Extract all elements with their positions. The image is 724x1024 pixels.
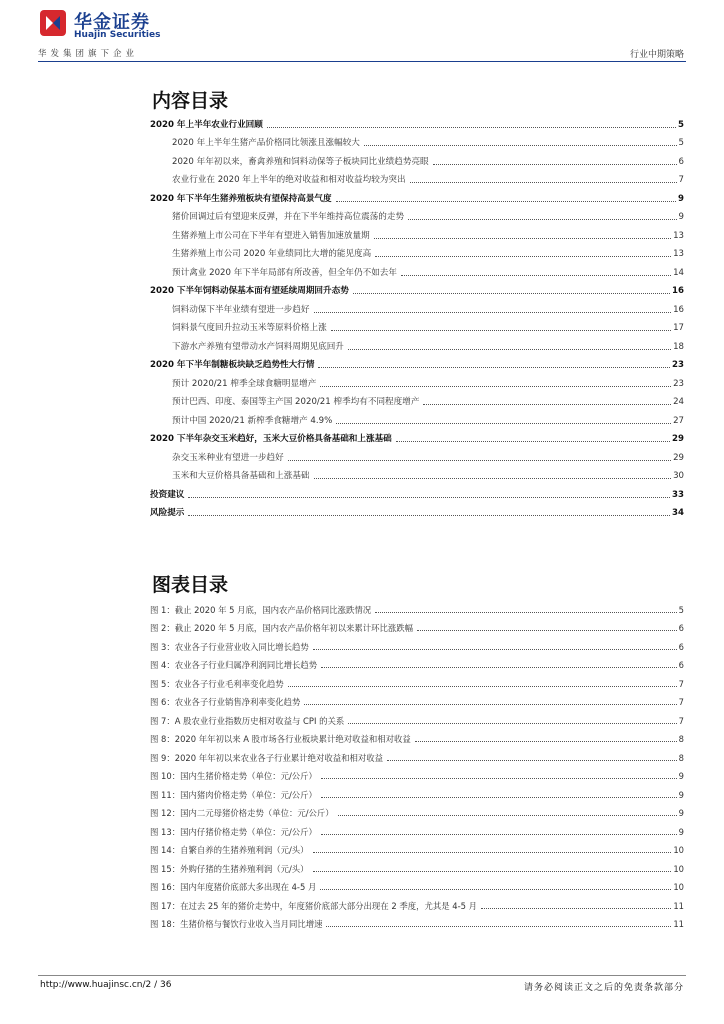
toc-entry[interactable] [150,223,684,242]
toc-entry-page: 13 [673,249,684,259]
figure-entry-label: 图 4：农业各子行业归属净利润同比增长趋势 [150,660,318,670]
figure-entry-page: 5 [678,604,684,615]
toc-list [150,112,684,519]
figure-entry-page: 9 [678,789,684,800]
dot-leader [423,404,671,405]
dot-leader [321,797,677,798]
logo-text-cn: 华金证券 [74,12,150,33]
dot-leader [348,349,671,350]
toc-entry-page: 18 [673,341,684,352]
toc-entry-page: 6 [678,156,684,167]
figure-entry-label: 图 16：国内年度猪价底部大多出现在 4-5 月 [150,882,317,892]
toc-entry-label: 生猪养殖上市公司在下半年有望进入销售加速放量期 [172,230,370,241]
dot-leader [387,760,677,761]
dot-leader [410,182,677,183]
figure-entry-page: 7 [678,697,684,707]
figure-entry-page: 11 [673,919,684,929]
footer-disclaimer: 请务必阅读正文之后的免责条款部分 [523,983,684,993]
figures-list [150,597,684,930]
toc-entry[interactable] [150,205,684,224]
figure-entry-page: 10 [673,882,684,892]
header-divider [38,61,686,62]
figure-entry-page: 8 [678,734,684,744]
dot-leader [321,667,677,668]
figure-entry-page: 6 [678,660,684,670]
figure-entry-label: 图 15：外购仔猪的生猪养殖利润（元/头） [150,863,309,874]
dot-leader [408,219,676,220]
figure-entry[interactable] [150,838,684,857]
figure-entry-label: 图 17：在过去 25 年的猪价走势中，年度猪价底部大部分出现在 2 季度，尤其是 4-5 月 [150,900,477,911]
figure-entry-label: 图 11：国内猪肉价格走势（单位：元/公斤） [150,789,317,800]
figure-entry[interactable] [150,745,684,764]
report-type: 行业中期策略 [629,50,684,60]
toc-entry-label: 农业行业在 2020 年上半年的绝对收益和相对收益均较为突出 [172,175,406,185]
dot-leader [374,238,671,239]
figure-entry-page: 9 [678,771,684,781]
figure-entry-page: 9 [678,808,684,818]
footer-url[interactable]: http://www.huajinsc.cn/2 / 36 [40,980,172,990]
figure-entry[interactable] [150,708,684,727]
toc-entry-page: 5 [678,119,684,130]
dot-leader [401,275,671,276]
toc-entry-page: 29 [672,434,684,444]
dot-leader [188,515,670,516]
dot-leader [375,612,677,613]
dot-leader [267,127,676,128]
figure-entry[interactable] [150,819,684,838]
figure-entry-page: 10 [673,863,684,874]
figure-entry[interactable] [150,727,684,746]
toc-entry-page: 5 [678,138,684,148]
figure-entry-label: 图 6：农业各子行业销售净利率变化趋势 [150,697,301,707]
dot-leader [320,386,671,387]
toc-entry-label: 投资建议 [150,489,185,500]
figure-entry-label: 图 13：国内仔猪价格走势（单位：元/公斤） [150,826,317,837]
toc-entry-label: 饲料景气度回升拉动玉米等原料价格上涨 [172,323,327,333]
toc-entry[interactable] [150,501,684,520]
figure-entry-page: 8 [678,752,684,763]
dot-leader [288,686,677,687]
toc-entry-label: 2020 下半年杂交玉米趋好，玉米大豆价格具备基础和上涨基础 [150,434,392,444]
toc-entry[interactable] [150,427,684,446]
figure-entry-label: 图 12：国内二元母猪价格走势（单位：元/公斤） [150,808,334,818]
figure-entry[interactable] [150,801,684,820]
figure-entry-label: 图 3：农业各子行业营业收入同比增长趋势 [150,641,309,652]
toc-entry-label: 2020 年下半年制糖板块缺乏趋势性大行情 [150,360,315,370]
toc-entry-page: 23 [673,378,684,389]
figure-entry-page: 10 [673,845,684,855]
figure-entry-page: 7 [678,678,684,689]
figure-entry-page: 6 [678,641,684,652]
toc-entry-label: 玉米和大豆价格具备基础和上涨基础 [172,471,310,481]
dot-leader [415,741,677,742]
dot-leader [336,201,676,202]
dot-leader [481,908,671,909]
figure-entry[interactable] [150,912,684,931]
toc-entry-label: 2020 年上半年农业行业回顾 [150,119,263,130]
dot-leader [364,145,677,146]
dot-leader [396,441,670,442]
dot-leader [338,815,677,816]
figure-entry-label: 图 7：A 股农业行业指数历史相对收益与 CPI 的关系 [150,715,345,726]
toc-entry-page: 13 [673,230,684,241]
toc-entry[interactable] [150,316,684,335]
dot-leader [326,926,671,927]
toc-entry[interactable] [150,464,684,483]
dot-leader [353,293,670,294]
dot-leader [314,312,672,313]
figures-title: 图表目录 [152,574,229,596]
figure-entry-label: 图 5：农业各子行业毛利率变化趋势 [150,678,284,689]
toc-entry-page: 14 [673,267,684,278]
toc-entry[interactable] [150,334,684,353]
toc-entry-page: 24 [673,397,684,407]
dot-leader [188,497,670,498]
dot-leader [433,164,677,165]
figure-entry[interactable] [150,875,684,894]
toc-entry-page: 27 [673,415,684,426]
figure-entry[interactable] [150,597,684,616]
figure-entry[interactable] [150,764,684,783]
toc-entry-label: 预计禽业 2020 年下半年局部有所改善，但全年仍不如去年 [172,267,397,278]
toc-entry-page: 17 [673,323,684,333]
toc-entry[interactable] [150,408,684,427]
toc-entry[interactable] [150,149,684,168]
dot-leader [313,649,677,650]
toc-entry[interactable] [150,445,684,464]
figure-entry[interactable] [150,671,684,690]
figure-entry[interactable] [150,690,684,709]
dot-leader [288,460,671,461]
logo-text-en: Huajin Securities [74,30,161,40]
dot-leader [313,871,672,872]
figure-entry-label: 图 8：2020 年年初以来 A 股市场各行业板块累计绝对收益和相对收益 [150,734,411,744]
toc-entry-label: 2020 年上半年生猪产品价格同比领涨且涨幅较大 [172,138,360,148]
toc-entry[interactable] [150,279,684,298]
figure-entry-label: 图 14：自繁自养的生猪养殖利润（元/头） [150,845,309,855]
figure-entry-label: 图 9：2020 年年初以来农业各子行业累计绝对收益和相对收益 [150,752,383,763]
dot-leader [336,423,671,424]
toc-entry[interactable] [150,131,684,150]
toc-entry-label: 生猪养殖上市公司 2020 年业绩同比大增的能见度高 [172,249,372,259]
dot-leader [348,723,676,724]
figure-entry-label: 图 1：截止 2020 年 5 月底，国内农产品价格同比涨跌情况 [150,604,372,615]
toc-entry-label: 杂交玉米种业有望进一步趋好 [172,452,284,463]
dot-leader [321,778,677,779]
toc-entry-page: 29 [673,452,684,463]
toc-title: 内容目录 [152,90,229,112]
toc-entry-page: 16 [672,286,684,296]
toc-entry-page: 9 [678,193,684,204]
toc-entry[interactable] [150,168,684,187]
dot-leader [375,256,671,257]
toc-entry[interactable] [150,353,684,372]
toc-entry-label: 2020 下半年饲料动保基本面有望延续周期回升态势 [150,286,349,296]
dot-leader [321,834,677,835]
huajin-logo-icon [38,8,68,38]
toc-entry-label: 预计 2020/21 榨季全球食糖明显增产 [172,378,317,389]
figure-entry-page: 6 [678,623,684,633]
toc-entry-label: 预计中国 2020/21 新榨季食糖增产 4.9% [172,415,333,426]
toc-entry-label: 饲料动保下半年业绩有望进一步趋好 [172,304,310,315]
figure-entry-page: 9 [678,826,684,837]
page-header [38,6,686,62]
toc-entry[interactable] [150,260,684,279]
toc-entry-label: 下游水产养殖有望带动水产饲料周期见底回升 [172,341,344,352]
figure-entry[interactable] [150,634,684,653]
figure-entry-page: 7 [678,715,684,726]
toc-entry-page: 30 [673,471,684,481]
toc-entry-page: 34 [672,508,684,518]
figure-entry-page: 11 [673,900,684,911]
dot-leader [417,630,677,631]
dot-leader [314,478,672,479]
figure-entry[interactable] [150,893,684,912]
toc-entry-page: 16 [673,304,684,315]
figure-entry-label: 图 2：截止 2020 年 5 月底，国内农产品价格年初以来累计环比涨跌幅 [150,623,414,633]
toc-entry[interactable] [150,371,684,390]
toc-entry[interactable] [150,297,684,316]
dot-leader [320,889,671,890]
footer-divider [38,975,686,976]
dot-leader [318,367,670,368]
dot-leader [313,852,672,853]
toc-entry-label: 2020 年年初以来，畜禽养殖和饲料动保等子板块同比业绩趋势亮眼 [172,156,429,167]
toc-entry[interactable] [150,390,684,409]
figure-entry[interactable] [150,782,684,801]
dot-leader [331,330,671,331]
figure-entry[interactable] [150,653,684,672]
toc-entry[interactable] [150,482,684,501]
toc-entry[interactable] [150,186,684,205]
toc-entry-label: 猪价回调过后有望迎来反弹，并在下半年维持高位震荡的走势 [172,212,405,222]
toc-entry-page: 9 [678,212,684,222]
toc-entry[interactable] [150,242,684,261]
toc-entry-label: 风险提示 [150,508,185,518]
toc-entry-page: 23 [672,360,684,370]
toc-entry-label: 预计巴西、印度、泰国等主产国 2020/21 榨季均有不同程度增产 [172,397,420,407]
figure-entry[interactable] [150,616,684,635]
toc-entry-page: 7 [678,175,684,185]
group-tagline: 华发集团旗下企业 [38,49,139,59]
dot-leader [304,704,676,705]
figure-entry[interactable] [150,856,684,875]
figure-entry-label: 图 10：国内生猪价格走势（单位：元/公斤） [150,771,317,781]
figure-entry-label: 图 18：生猪价格与餐饮行业收入当月同比增速 [150,919,323,929]
toc-entry-label: 2020 年下半年生猪养殖板块有望保持高景气度 [150,193,332,204]
toc-entry-page: 33 [672,489,684,500]
toc-entry[interactable] [150,112,684,131]
